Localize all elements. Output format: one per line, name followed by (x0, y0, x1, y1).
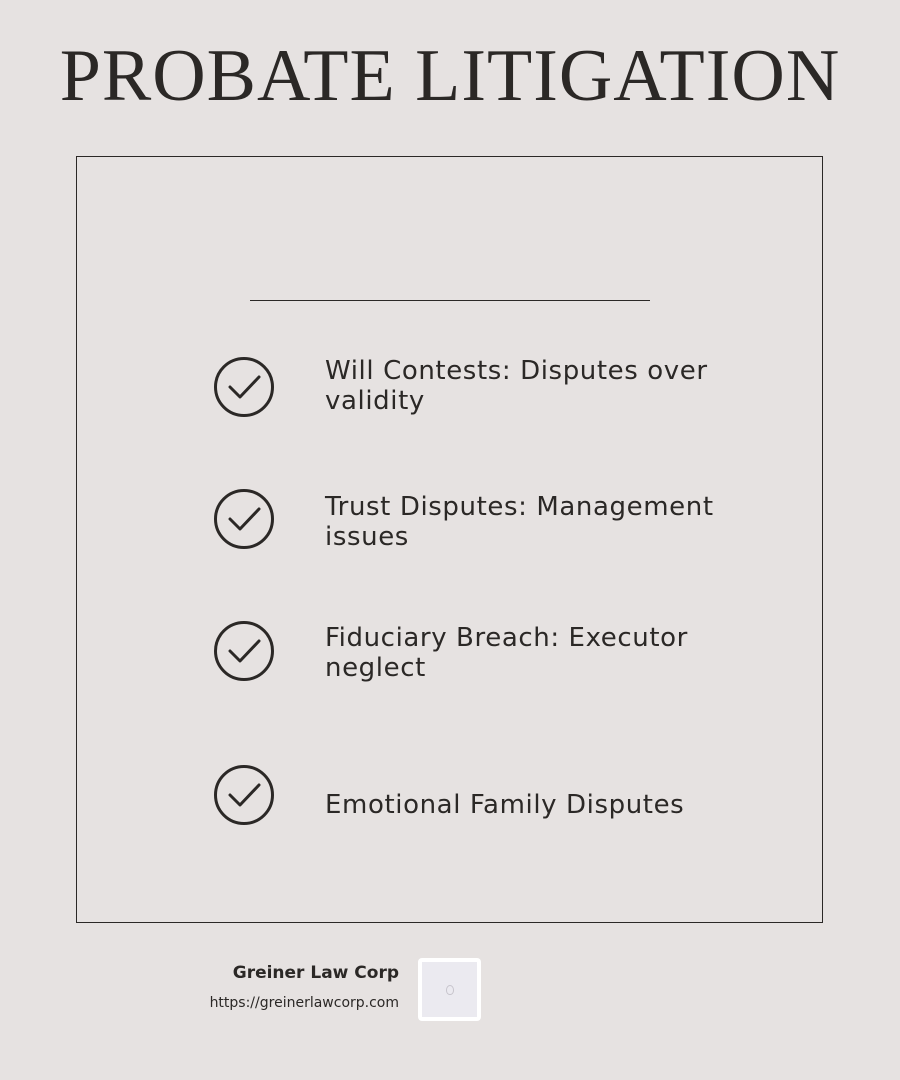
check-circle-icon (213, 488, 275, 550)
list-item-family-disputes: Emotional Family Disputes (325, 790, 685, 820)
qr-placeholder (422, 962, 477, 1017)
page-title: PROBATE LITIGATION (59, 35, 841, 117)
check-circle-icon (213, 356, 275, 418)
divider-line (250, 300, 650, 301)
check-circle-icon (213, 764, 275, 826)
qr-code-image (418, 958, 481, 1021)
list-item-trust-disputes: Trust Disputes: Management issues (325, 492, 714, 552)
company-name: Greiner Law Corp (232, 963, 399, 983)
check-circle-icon (213, 620, 275, 682)
list-item-fiduciary-breach: Fiduciary Breach: Executor neglect (325, 623, 688, 683)
company-url[interactable]: https://greinerlawcorp.com (209, 995, 399, 1011)
list-item-will-contests: Will Contests: Disputes over validity (325, 356, 708, 416)
image-placeholder-icon (446, 985, 454, 995)
